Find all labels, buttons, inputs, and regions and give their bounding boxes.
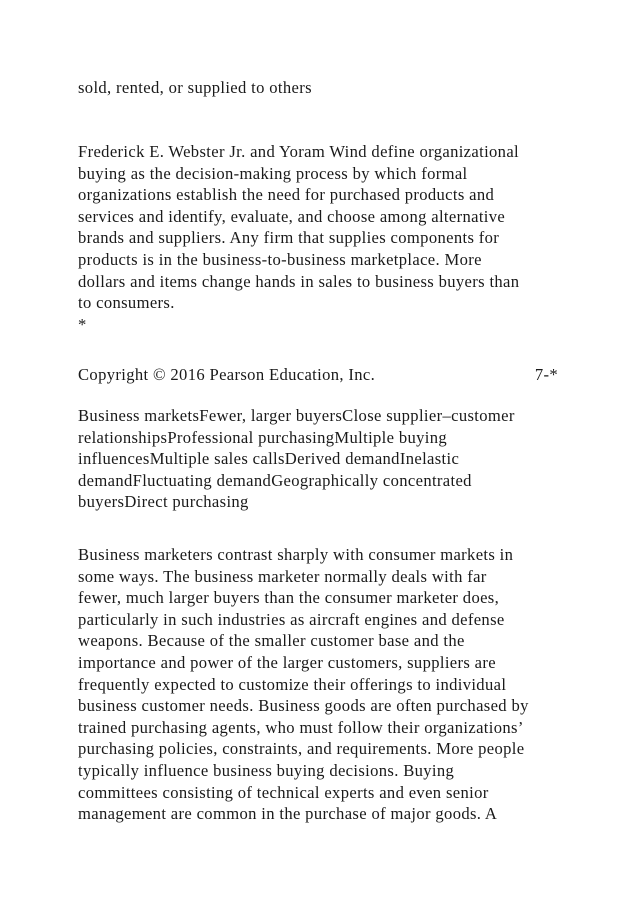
text-line: Business marketers contrast sharply with consumer markets in [78, 545, 514, 564]
text-line: * [78, 314, 87, 334]
text-line: committees consisting of technical experts and even senior [78, 782, 489, 802]
paragraph-webster-wind [78, 141, 578, 335]
text-line: fewer, much larger buyers than the consumer marketer does, [78, 588, 500, 608]
text-line: importance and power of the larger customers, suppliers are [78, 652, 496, 672]
text-line: organizations establish the need for purchased products and [78, 185, 495, 205]
text-line: services and identify, evaluate, and choose among alternative [78, 206, 506, 226]
text-line: weapons. Because of the smaller customer base and the [78, 631, 465, 651]
text-line: frequently expected to customize their offerings to individual [78, 674, 507, 694]
text-line: relationshipsProfessional purchasingMultiple buying [78, 427, 448, 447]
text-line: to consumers. [78, 293, 175, 313]
text-line: sold, rented, or supplied to others [78, 78, 312, 97]
text-line: influencesMultiple sales callsDerived demandInelastic [78, 449, 460, 469]
text-line: particularly in such industries as aircraft engines and defense [78, 609, 505, 629]
text-line: management are common in the purchase of major goods. A [78, 804, 498, 824]
paragraph-continuation [78, 77, 578, 99]
text-line: Frederick E. Webster Jr. and Yoram Wind define organizational [78, 142, 520, 161]
text-line: dollars and items change hands in sales to business buyers than [78, 271, 520, 291]
text-line: trained purchasing agents, who must follow their organizations’ [78, 717, 524, 737]
text-line: buying as the decision-making process by which formal [78, 163, 468, 183]
text-line: products is in the business-to-business marketplace. More [78, 249, 482, 269]
text-line: brands and suppliers. Any firm that supplies components for [78, 228, 500, 248]
paragraph-business-marketers [78, 544, 578, 825]
text-line: Business marketsFewer, larger buyersClose supplier–customer [78, 406, 515, 425]
copyright-text: Copyright © 2016 Pearson Education, Inc. [78, 365, 376, 384]
text-line: purchasing policies, constraints, and requirements. More people [78, 739, 525, 759]
text-line: some ways. The business marketer normally deals with far [78, 566, 487, 586]
text-line: demandFluctuating demandGeographically concentrated [78, 470, 472, 490]
slide-reference: 7-* [534, 365, 558, 384]
paragraph-business-markets-list [78, 405, 578, 513]
text-line: business customer needs. Business goods are often purchased by [78, 696, 529, 716]
text-line: buyersDirect purchasing [78, 492, 249, 512]
text-line: typically influence business buying decisions. Buying [78, 760, 455, 780]
